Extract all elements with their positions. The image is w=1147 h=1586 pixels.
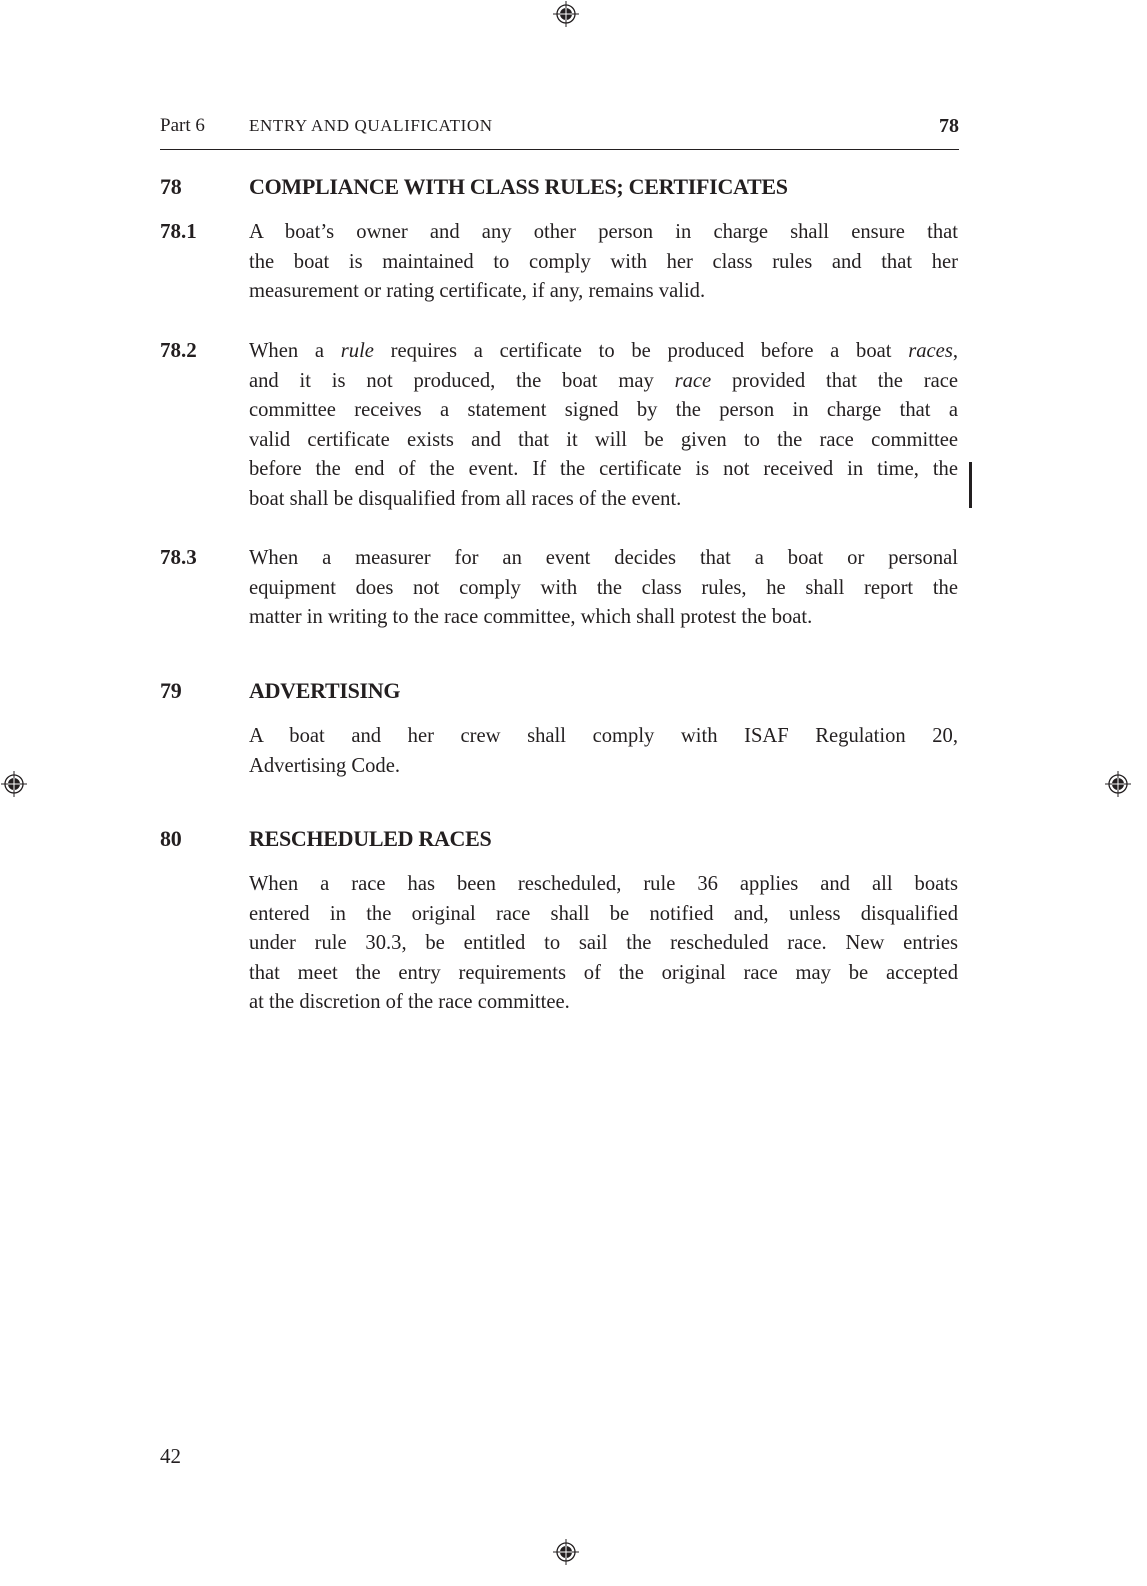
text-segment: When a race has been rescheduled, rule 36 applies and all boats: [249, 873, 958, 895]
text-line: [249, 337, 958, 367]
rule-number: 79: [160, 678, 182, 703]
registration-mark-icon: [1104, 770, 1132, 798]
text-segment: equipment does not comply with the class rules, he shall report the: [249, 576, 958, 599]
text-line: [249, 485, 958, 515]
paragraph-79: [249, 722, 958, 781]
text-line: [249, 603, 958, 633]
text-segment: entered in the original race shall be notified and, unless disqualified: [249, 902, 958, 925]
page-number: 42: [160, 1444, 181, 1468]
text-segment: Advertising Code.: [249, 754, 401, 777]
header-rule-number: 78: [939, 115, 959, 137]
text-line: [249, 455, 958, 485]
text-line: [249, 752, 958, 782]
italic-term: races: [908, 340, 953, 362]
text-line: [249, 426, 958, 456]
text-segment: before the end of the event. If the certificate is not received in time, the: [249, 458, 958, 481]
paragraph-78-1: [249, 218, 958, 307]
text-segment: and it is not produced, the boat may: [249, 369, 675, 392]
text-line: [249, 959, 958, 989]
text-segment: valid certificate exists and that it will be given to the race committee: [249, 428, 958, 451]
text-segment: A boat’s owner and any other person in charge shall ensure that: [249, 221, 958, 243]
rule-title: RESCHEDULED RACES: [249, 826, 492, 851]
running-header: [160, 115, 959, 139]
text-segment: the boat is maintained to comply with her class rules and that her: [249, 250, 958, 273]
text-line: [249, 544, 958, 574]
text-segment: matter in writing to the race committee, which shall protest the boat.: [249, 606, 813, 629]
italic-term: rule: [340, 340, 374, 362]
text-segment: that meet the entry requirements of the original race may be accepted: [249, 961, 958, 984]
paragraph-78-3: [249, 544, 958, 633]
header-section-title: ENTRY AND QUALIFICATION: [249, 116, 493, 135]
rule-title: COMPLIANCE WITH CLASS RULES; CERTIFICATES: [249, 174, 788, 199]
text-segment: When a measurer for an event decides that a boat or personal: [249, 547, 958, 569]
paragraph-78-2: [249, 337, 958, 515]
paragraph-number: 78.2: [160, 338, 197, 362]
text-segment: When a: [249, 340, 341, 362]
paragraph-number: 78.1: [160, 219, 197, 243]
text-segment: requires a certificate to be produced before a boat: [373, 340, 909, 362]
paragraph-80: [249, 870, 958, 1018]
registration-mark-icon: [0, 770, 28, 798]
header-part: Part 6: [160, 115, 205, 136]
text-line: [249, 900, 958, 930]
text-line: [249, 870, 958, 900]
change-bar: [969, 462, 972, 508]
italic-term: race: [674, 369, 712, 392]
text-line: [249, 396, 958, 426]
text-line: [249, 722, 958, 752]
text-line: [249, 367, 958, 397]
text-line: [249, 574, 958, 604]
rule-title: ADVERTISING: [249, 678, 401, 703]
text-segment: measurement or rating certificate, if any, remains valid.: [249, 280, 706, 303]
text-segment: ,: [952, 340, 958, 362]
text-line: [249, 277, 958, 307]
rule-number: 80: [160, 826, 182, 851]
text-segment: provided that the race: [711, 369, 958, 392]
text-segment: A boat and her crew shall comply with ISAF Regulation 20,: [249, 725, 958, 747]
text-segment: committee receives a statement signed by the person in charge that a: [249, 399, 958, 422]
text-line: [249, 929, 958, 959]
text-line: [249, 218, 958, 248]
rule-number: 78: [160, 174, 182, 199]
paragraph-number: 78.3: [160, 545, 197, 569]
text-line: [249, 988, 958, 1018]
text-line: [249, 248, 958, 278]
registration-mark-icon: [552, 1538, 580, 1566]
text-segment: boat shall be disqualified from all races of the event.: [249, 487, 682, 510]
text-segment: at the discretion of the race committee.: [249, 991, 570, 1014]
text-segment: under rule 30.3, be entitled to sail the rescheduled race. New entries: [249, 932, 958, 955]
registration-mark-icon: [552, 0, 580, 28]
header-divider: [160, 149, 959, 150]
